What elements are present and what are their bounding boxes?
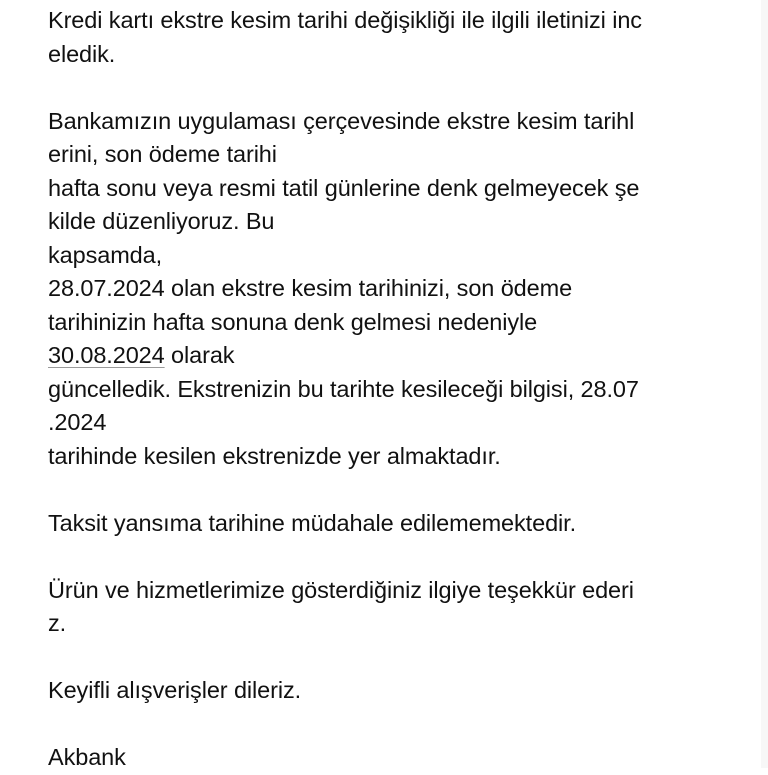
paragraph-gap [48, 71, 748, 105]
body-line-11: tarihinde kesilen ekstrenizde yer almaktadır. [48, 442, 501, 469]
paragraph-gap [48, 540, 748, 574]
signature: Akbank [48, 744, 126, 770]
paragraph-gap [48, 641, 748, 675]
body-line-7: tarihinizin hafta sonuna denk gelmesi nedeniyle [48, 308, 538, 335]
message-body [48, 0, 748, 775]
body-line-6: 28.07.2024 olan ekstre kesim tarihinizi, son ödeme [48, 275, 573, 301]
body-line-5: kapsamda, [48, 241, 163, 268]
body-line-3: hafta sonu veya resmi tatil günlerine denk gelmeyecek şe [48, 174, 640, 201]
right-edge-strip [761, 0, 768, 768]
paragraph-gap [48, 708, 748, 742]
thanks-line-2: z. [48, 610, 67, 636]
thanks-line-1: Ürün ve hizmetlerimize gösterdiğiniz ilgiye teşekkür ederi [48, 576, 634, 603]
new-statement-date-link[interactable]: 30.08.2024 [48, 342, 165, 368]
intro-line-2: eledik. [48, 40, 116, 67]
body-line-1: Bankamızın uygulaması çerçevesinde ekstre kesim tarihl [48, 107, 635, 134]
intro-line-1: Kredi kartı ekstre kesim tarihi değişikliği ile ilgili iletinizi inc [48, 7, 642, 33]
paragraph-gap [48, 473, 748, 507]
body-line-10: .2024 [48, 409, 107, 435]
body-line-8 [48, 339, 748, 373]
body-line-8-suffix: olarak [164, 342, 235, 368]
body-line-4: kilde düzenliyoruz. Bu [48, 208, 275, 234]
closing-line: Keyifli alışverişler dileriz. [48, 677, 302, 703]
body-line-2: erini, son ödeme tarihi [48, 141, 277, 167]
installment-note: Taksit yansıma tarihine müdahale edilememektedir. [48, 509, 577, 536]
body-line-9: güncelledik. Ekstrenizin bu tarihte kesileceği bilgisi, 28.07 [48, 375, 639, 402]
